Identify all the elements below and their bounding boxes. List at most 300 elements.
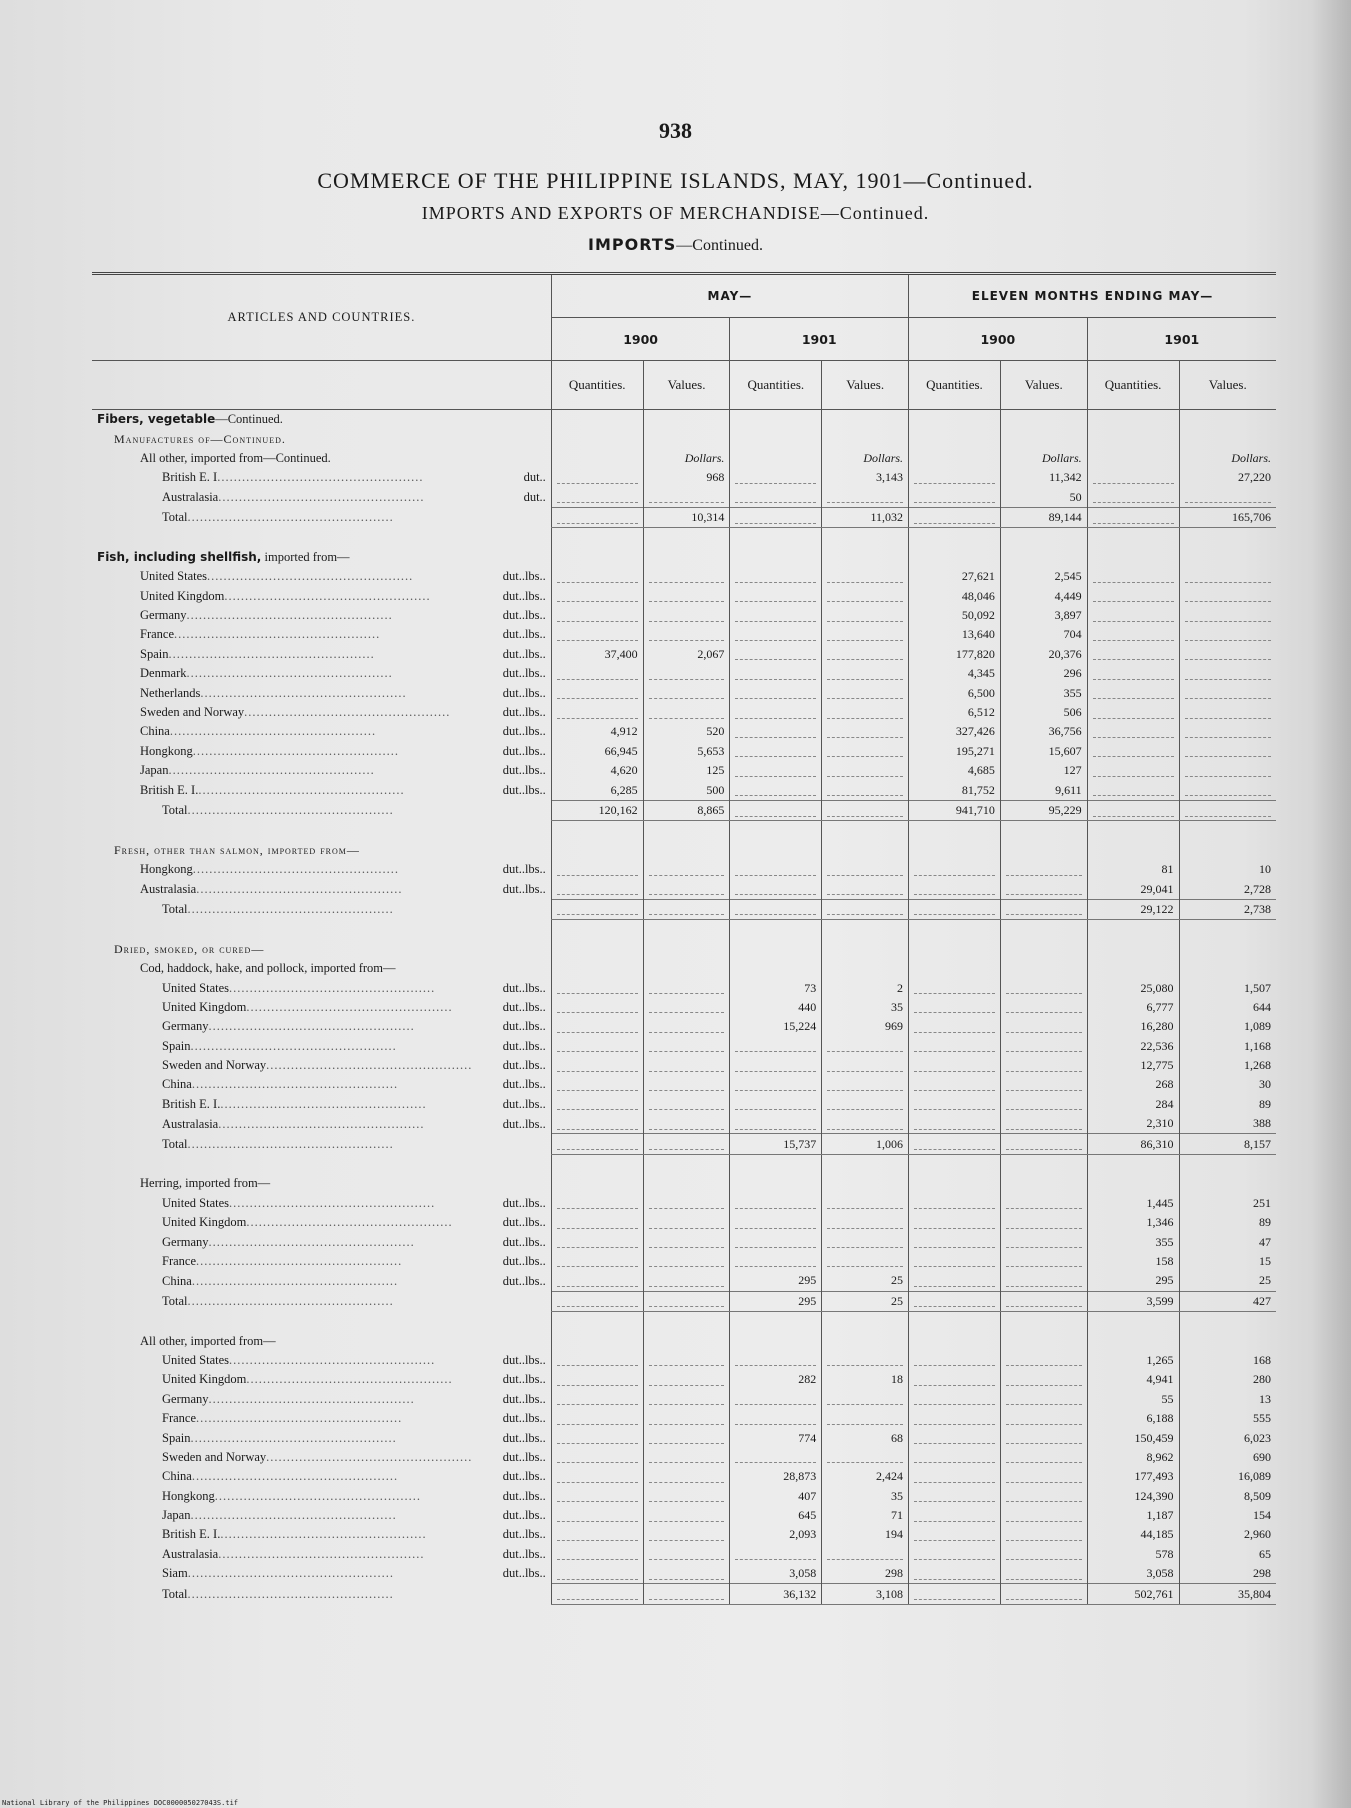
- table-row: [92, 1037, 1276, 1056]
- value-cell: [643, 1311, 730, 1331]
- empty-dash: [735, 883, 816, 895]
- value-cell: [1000, 920, 1087, 940]
- row-label-text: Cod, haddock, hake, and pollock, imported from—: [140, 961, 396, 976]
- empty-dash: [1185, 745, 1271, 757]
- leader-dots: ..................................................: [186, 608, 393, 623]
- cell-value: 6,512: [967, 705, 995, 720]
- cell-value: 68: [891, 1430, 904, 1445]
- quantity-cell: [909, 1252, 1001, 1271]
- empty-dash: [735, 805, 816, 817]
- quantity-cell: [730, 1564, 822, 1584]
- quantity-cell: [551, 645, 643, 664]
- cell-value: 2: [897, 980, 904, 995]
- empty-dash: [557, 1295, 638, 1307]
- cell-value: 8,509: [1244, 1488, 1271, 1503]
- total-row: [92, 1584, 1276, 1604]
- cell-value: 81: [1161, 862, 1174, 877]
- quantities-header: Quantities.: [551, 361, 643, 410]
- table-row: [92, 1351, 1276, 1370]
- table-row: [92, 528, 1276, 548]
- quantity-cell: [909, 1037, 1001, 1056]
- quantity-cell: [1087, 761, 1179, 780]
- quantity-cell: [1087, 722, 1179, 741]
- quantity-cell: [730, 548, 822, 567]
- quantity-cell: [909, 1486, 1001, 1505]
- value-cell: [1179, 978, 1276, 997]
- empty-dash: [557, 1275, 638, 1287]
- value-cell: [643, 507, 730, 527]
- value-cell: [643, 1428, 730, 1447]
- value-cell: [822, 1017, 909, 1036]
- cell-value: 50: [1069, 489, 1082, 504]
- quantity-cell: [551, 761, 643, 780]
- value-cell: [822, 606, 909, 625]
- empty-dash: [557, 1451, 638, 1463]
- quantity-cell: [1087, 1525, 1179, 1544]
- value-cell: [1179, 1545, 1276, 1564]
- empty-dash: [827, 571, 903, 583]
- value-cell: [643, 978, 730, 997]
- empty-dash: [649, 1374, 725, 1386]
- value-cell: [1179, 1467, 1276, 1486]
- quantities-header: Quantities.: [1087, 361, 1179, 410]
- year-1900-eleven-header: 1900: [909, 318, 1088, 361]
- empty-dash: [557, 1490, 638, 1502]
- leader-dots: ..................................................: [220, 1096, 427, 1111]
- cell-value: 48,046: [961, 588, 995, 603]
- eleven-months-header: ELEVEN MONTHS ENDING MAY—: [909, 274, 1276, 318]
- cell-value: 2,093: [789, 1527, 817, 1542]
- value-cell: [1000, 1448, 1087, 1467]
- quantity-cell: [551, 899, 643, 919]
- empty-dash: [557, 1510, 638, 1522]
- cell-value: 355: [1063, 685, 1082, 700]
- total-label: Total: [162, 1586, 188, 1601]
- quantity-cell: [551, 940, 643, 959]
- quantity-cell: [1087, 1584, 1179, 1604]
- cell-value: 44,185: [1140, 1527, 1174, 1542]
- empty-dash: [557, 982, 638, 994]
- quantity-cell: [730, 1584, 822, 1604]
- quantity-cell: [730, 940, 822, 959]
- value-cell: [1000, 1390, 1087, 1409]
- table-row: [92, 920, 1276, 940]
- table-row: [92, 1194, 1276, 1213]
- row-label-text: China: [162, 1469, 192, 1484]
- unit-label: dut..lbs..: [502, 569, 546, 584]
- empty-dash: [914, 1040, 995, 1052]
- quantity-cell: [1087, 742, 1179, 761]
- table-row: [92, 664, 1276, 683]
- quantities-header: Quantities.: [909, 361, 1001, 410]
- quantity-cell: [1087, 1428, 1179, 1447]
- quantity-cell: [730, 1252, 822, 1271]
- quantity-cell: [909, 606, 1001, 625]
- empty-dash: [735, 765, 816, 777]
- empty-dash: [1006, 1040, 1082, 1052]
- value-cell: [1000, 1291, 1087, 1311]
- table-row: [92, 1370, 1276, 1389]
- empty-dash: [735, 1197, 816, 1209]
- table-row: [92, 761, 1276, 780]
- unit-label: dut..lbs..: [502, 1391, 546, 1406]
- leader-dots: ..................................................: [229, 1352, 436, 1367]
- row-label: [92, 978, 551, 997]
- leader-dots: ..................................................: [192, 743, 400, 758]
- value-cell: [643, 1174, 730, 1193]
- empty-dash: [735, 745, 816, 757]
- empty-dash: [649, 1588, 725, 1600]
- quantity-cell: [1087, 1213, 1179, 1232]
- value-cell: [822, 1467, 909, 1486]
- quantity-cell: [551, 1390, 643, 1409]
- value-cell: [1000, 1331, 1087, 1350]
- quantity-cell: [909, 1545, 1001, 1564]
- empty-dash: [735, 610, 816, 622]
- empty-dash: [557, 883, 638, 895]
- empty-dash: [557, 1197, 638, 1209]
- cell-value: 298: [1253, 1566, 1271, 1581]
- quantity-cell: [1087, 567, 1179, 586]
- empty-dash: [557, 1393, 638, 1405]
- value-cell: [1179, 1213, 1276, 1232]
- value-cell: [822, 1564, 909, 1584]
- empty-dash: [735, 491, 816, 503]
- quantity-cell: [909, 567, 1001, 586]
- value-cell: [822, 761, 909, 780]
- value-cell: [1000, 978, 1087, 997]
- row-label-text: Hongkong: [140, 743, 193, 758]
- value-cell: [822, 920, 909, 940]
- row-label: [92, 507, 551, 527]
- empty-dash: [735, 1217, 816, 1229]
- row-label: [92, 1584, 551, 1604]
- cell-value: 3,599: [1146, 1293, 1174, 1308]
- empty-dash: [735, 1548, 816, 1560]
- quantity-cell: [909, 899, 1001, 919]
- quantity-cell: [730, 488, 822, 508]
- empty-dash: [557, 1354, 638, 1366]
- empty-dash: [1006, 1432, 1082, 1444]
- value-cell: [1179, 1154, 1276, 1174]
- row-label: [92, 625, 551, 644]
- quantity-cell: [1087, 528, 1179, 548]
- may-header: MAY—: [551, 274, 908, 318]
- empty-dash: [827, 629, 903, 641]
- cell-value: 86,310: [1140, 1136, 1174, 1151]
- cell-value: 15,224: [783, 1019, 817, 1034]
- value-cell: [1000, 1545, 1087, 1564]
- leader-dots: ..................................................: [190, 1508, 397, 1523]
- empty-dash: [557, 668, 638, 680]
- empty-dash: [1006, 1548, 1082, 1560]
- quantity-cell: [730, 1525, 822, 1544]
- row-label-text: Herring, imported from—: [140, 1176, 271, 1191]
- value-cell: [643, 1409, 730, 1428]
- quantity-cell: [1087, 1154, 1179, 1174]
- empty-dash: [735, 1040, 816, 1052]
- cell-value: 8,962: [1146, 1449, 1174, 1464]
- quantity-cell: [551, 488, 643, 508]
- value-cell: [1000, 959, 1087, 978]
- empty-dash: [649, 590, 725, 602]
- quantity-cell: [1087, 429, 1179, 448]
- value-cell: [643, 722, 730, 741]
- cell-value: 2,310: [1146, 1116, 1174, 1131]
- quantity-cell: [1087, 1271, 1179, 1291]
- quantity-cell: [730, 1331, 822, 1350]
- quantity-cell: [1087, 1134, 1179, 1154]
- empty-dash: [1093, 491, 1174, 503]
- value-cell: [1000, 1351, 1087, 1370]
- quantity-cell: [1087, 899, 1179, 919]
- quantity-cell: [909, 528, 1001, 548]
- cell-value: 251: [1253, 1195, 1271, 1210]
- quantity-cell: [551, 1545, 643, 1564]
- empty-dash: [735, 1060, 816, 1072]
- row-label-text: Australasia: [162, 1116, 219, 1131]
- cell-value: 6,023: [1244, 1430, 1271, 1445]
- table-row: [92, 1154, 1276, 1174]
- row-label: [92, 1174, 551, 1193]
- value-cell: [822, 1232, 909, 1251]
- cell-value: 500: [706, 782, 725, 797]
- table-row: [92, 1017, 1276, 1036]
- cell-value: 10: [1259, 862, 1271, 877]
- row-label-text: British E. I.: [162, 1096, 221, 1111]
- empty-dash: [914, 1217, 995, 1229]
- empty-dash: [827, 805, 903, 817]
- quantity-cell: [909, 879, 1001, 899]
- value-cell: [1179, 860, 1276, 879]
- quantity-cell: [909, 1311, 1001, 1331]
- cell-value: 2,545: [1054, 569, 1082, 584]
- quantity-cell: [1087, 978, 1179, 997]
- empty-dash: [914, 1060, 995, 1072]
- value-cell: [1000, 1194, 1087, 1213]
- value-cell: [643, 645, 730, 664]
- empty-dash: [557, 571, 638, 583]
- quantities-header: Quantities.: [730, 361, 822, 410]
- row-label: [92, 1114, 551, 1134]
- value-cell: [1179, 567, 1276, 586]
- value-cell: [1179, 606, 1276, 625]
- leader-dots: ..................................................: [246, 999, 453, 1014]
- row-label: [92, 1056, 551, 1075]
- empty-dash: [557, 1118, 638, 1130]
- empty-dash: [1093, 610, 1174, 622]
- value-cell: [1179, 1311, 1276, 1331]
- quantity-cell: [1087, 1311, 1179, 1331]
- cell-value: 158: [1155, 1253, 1174, 1268]
- table-row: [92, 548, 1276, 567]
- value-cell: [1179, 940, 1276, 959]
- value-cell: [1179, 879, 1276, 899]
- empty-dash: [914, 1490, 995, 1502]
- quantity-cell: [730, 1428, 822, 1447]
- articles-subheader-spacer: [92, 361, 551, 410]
- row-label: [92, 1370, 551, 1389]
- value-cell: [643, 780, 730, 800]
- cell-value: 296: [1063, 666, 1082, 681]
- value-cell: [643, 1252, 730, 1271]
- empty-dash: [1006, 982, 1082, 994]
- value-cell: [643, 528, 730, 548]
- cell-value: 774: [798, 1430, 817, 1445]
- empty-dash: [1006, 1236, 1082, 1248]
- quantity-cell: [1087, 1545, 1179, 1564]
- value-cell: [643, 1467, 730, 1486]
- unit-label: dut..lbs..: [502, 881, 546, 896]
- quantity-cell: [551, 528, 643, 548]
- empty-dash: [914, 1197, 995, 1209]
- cell-value: 25: [891, 1273, 904, 1288]
- empty-dash: [1006, 1021, 1082, 1033]
- quantity-cell: [730, 1370, 822, 1389]
- row-label: [92, 1486, 551, 1505]
- table-row: [92, 879, 1276, 899]
- value-cell: [1179, 821, 1276, 841]
- leader-dots: ..................................................: [190, 1038, 397, 1053]
- leader-dots: ..................................................: [244, 705, 451, 720]
- row-label-text: United Kingdom: [140, 588, 225, 603]
- quantity-cell: [551, 998, 643, 1017]
- quantity-cell: [551, 1331, 643, 1350]
- cell-value: 47: [1259, 1234, 1271, 1249]
- quantity-cell: [730, 1134, 822, 1154]
- cell-value: 50,092: [961, 608, 995, 623]
- quantity-cell: [730, 1271, 822, 1291]
- empty-dash: [827, 1098, 903, 1110]
- value-cell: [822, 1448, 909, 1467]
- value-cell: [643, 1331, 730, 1350]
- empty-dash: [1093, 745, 1174, 757]
- value-cell: [1000, 742, 1087, 761]
- value-cell: [822, 548, 909, 567]
- table-row: [92, 1467, 1276, 1486]
- empty-dash: [1185, 610, 1271, 622]
- empty-dash: [827, 765, 903, 777]
- table-row: [92, 606, 1276, 625]
- table-row: [92, 722, 1276, 741]
- cell-value: 195,271: [955, 743, 995, 758]
- leader-dots: ..................................................: [169, 724, 377, 739]
- value-cell: [1000, 449, 1087, 468]
- value-cell: [1000, 548, 1087, 567]
- value-cell: [643, 488, 730, 508]
- value-cell: [1000, 841, 1087, 860]
- value-cell: [643, 1037, 730, 1056]
- quantity-cell: [730, 567, 822, 586]
- value-cell: [643, 587, 730, 606]
- cell-value: 355: [1155, 1234, 1174, 1249]
- row-label-text: Denmark: [140, 666, 187, 681]
- quantity-cell: [909, 664, 1001, 683]
- quantity-cell: [909, 978, 1001, 997]
- cell-value: 25: [891, 1293, 904, 1308]
- cell-value: 15,737: [783, 1136, 817, 1151]
- table-row: [92, 1506, 1276, 1525]
- quantity-cell: [909, 429, 1001, 448]
- value-cell: [822, 841, 909, 860]
- value-cell: [1000, 1525, 1087, 1544]
- row-label-text: Fresh, other than salmon, imported from—: [114, 842, 360, 857]
- value-cell: [643, 1271, 730, 1291]
- quantity-cell: [551, 548, 643, 567]
- value-cell: [1179, 959, 1276, 978]
- cell-value: 30: [1259, 1077, 1271, 1092]
- values-header: Values.: [1179, 361, 1276, 410]
- section-title-rest: imported from—: [261, 549, 350, 564]
- quantity-cell: [909, 998, 1001, 1017]
- quantity-cell: [730, 920, 822, 940]
- value-cell: [1179, 1095, 1276, 1114]
- cell-value: 36,132: [783, 1586, 817, 1601]
- quantity-cell: [1087, 1095, 1179, 1114]
- cell-value: Dollars.: [1041, 450, 1082, 465]
- quantity-cell: [1087, 940, 1179, 959]
- quantity-cell: [909, 1291, 1001, 1311]
- row-label-text: France: [140, 627, 175, 642]
- row-label: [92, 1428, 551, 1447]
- value-cell: [822, 780, 909, 800]
- quantity-cell: [909, 1506, 1001, 1525]
- table-row: [92, 1390, 1276, 1409]
- value-cell: [822, 1370, 909, 1389]
- empty-dash: [735, 1354, 816, 1366]
- value-cell: [822, 1037, 909, 1056]
- value-cell: [1000, 1564, 1087, 1584]
- value-cell: [643, 1390, 730, 1409]
- quantity-cell: [730, 1056, 822, 1075]
- total-label: Total: [162, 901, 188, 916]
- cell-value: 520: [706, 724, 725, 739]
- empty-dash: [649, 1471, 725, 1483]
- empty-dash: [735, 903, 816, 915]
- row-label: [92, 998, 551, 1017]
- empty-dash: [914, 1255, 995, 1267]
- cell-value: 177,820: [955, 646, 995, 661]
- empty-dash: [827, 648, 903, 660]
- value-cell: [1000, 1114, 1087, 1134]
- year-1901-may-header: 1901: [730, 318, 909, 361]
- value-cell: [1000, 722, 1087, 741]
- cell-value: 73: [804, 980, 817, 995]
- cell-value: 440: [798, 999, 817, 1014]
- quantity-cell: [730, 1506, 822, 1525]
- quantity-cell: [909, 1564, 1001, 1584]
- value-cell: [1000, 429, 1087, 448]
- quantity-cell: [730, 1486, 822, 1505]
- empty-dash: [914, 903, 995, 915]
- empty-dash: [1006, 1098, 1082, 1110]
- empty-dash: [914, 1432, 995, 1444]
- quantity-cell: [730, 998, 822, 1017]
- empty-dash: [1093, 668, 1174, 680]
- quantity-cell: [730, 1545, 822, 1564]
- empty-dash: [914, 1275, 995, 1287]
- empty-dash: [827, 1118, 903, 1130]
- value-cell: [1179, 1486, 1276, 1505]
- cell-value: 282: [798, 1372, 817, 1387]
- cell-value: 4,912: [610, 724, 638, 739]
- leader-dots: ..................................................: [207, 569, 414, 584]
- empty-dash: [1093, 571, 1174, 583]
- value-cell: [1000, 664, 1087, 683]
- quantity-cell: [551, 821, 643, 841]
- value-cell: [643, 1017, 730, 1036]
- cell-value: 35: [891, 1488, 904, 1503]
